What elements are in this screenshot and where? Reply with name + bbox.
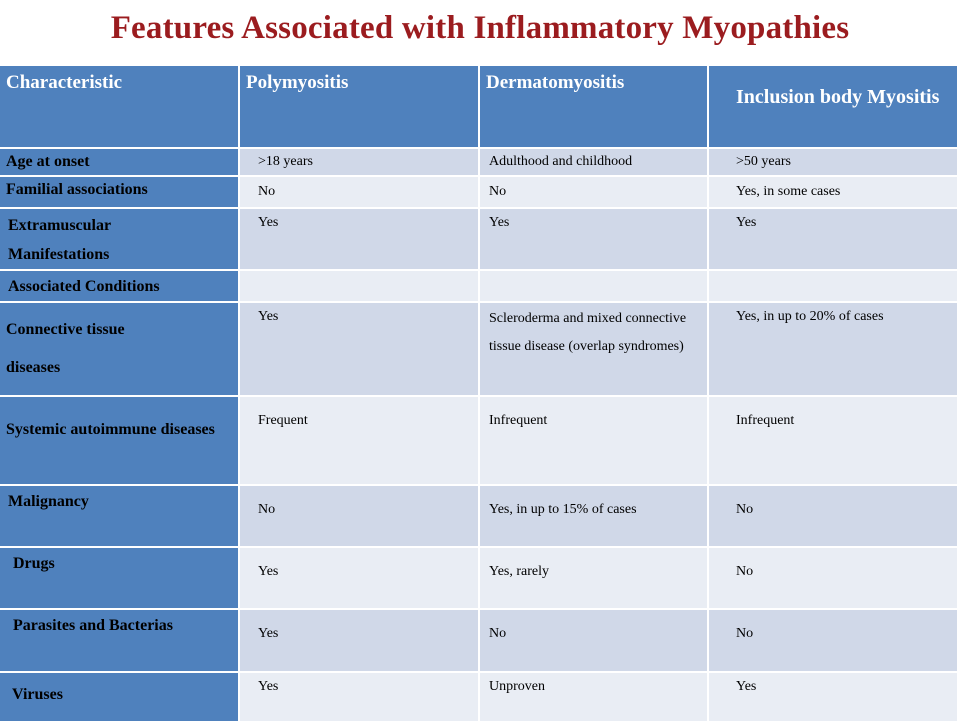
cell-inclusion-body: Yes, in some cases <box>708 176 958 208</box>
row-label: Extramuscular Manifestations <box>0 208 239 270</box>
row-label: Parasites and Bacterias <box>0 609 239 672</box>
cell-polymyositis: Yes <box>239 672 479 722</box>
header-polymyositis: Polymyositis <box>239 66 479 148</box>
row-label: Viruses <box>0 672 239 722</box>
cell-inclusion-body: Yes, in up to 20% of cases <box>708 302 958 396</box>
cell-dermatomyositis: Yes <box>479 208 708 270</box>
myopathies-table <box>0 66 959 723</box>
table-row <box>0 547 958 609</box>
row-label: Malignancy <box>0 485 239 547</box>
cell-inclusion-body <box>708 270 958 302</box>
table-row <box>0 148 958 176</box>
cell-inclusion-body: Infrequent <box>708 396 958 485</box>
row-label: Associated Conditions <box>0 270 239 302</box>
cell-dermatomyositis: Scleroderma and mixed connective tissue disease (overlap syndromes) <box>479 302 708 396</box>
cell-polymyositis: Frequent <box>239 396 479 485</box>
cell-polymyositis: No <box>239 176 479 208</box>
cell-polymyositis: Yes <box>239 302 479 396</box>
cell-dermatomyositis: No <box>479 176 708 208</box>
cell-dermatomyositis: Yes, in up to 15% of cases <box>479 485 708 547</box>
cell-inclusion-body: Yes <box>708 208 958 270</box>
table-header-row <box>0 66 958 148</box>
row-label: Connective tissue diseases <box>0 302 239 396</box>
cell-polymyositis: >18 years <box>239 148 479 176</box>
cell-dermatomyositis: Unproven <box>479 672 708 722</box>
cell-dermatomyositis: Infrequent <box>479 396 708 485</box>
table-row <box>0 609 958 672</box>
cell-polymyositis: Yes <box>239 609 479 672</box>
row-label: Age at onset <box>0 148 239 176</box>
cell-inclusion-body: No <box>708 609 958 672</box>
table-row <box>0 672 958 722</box>
cell-inclusion-body: Yes <box>708 672 958 722</box>
row-label: Drugs <box>0 547 239 609</box>
cell-dermatomyositis: Yes, rarely <box>479 547 708 609</box>
table-row <box>0 485 958 547</box>
cell-inclusion-body: No <box>708 547 958 609</box>
cell-inclusion-body: >50 years <box>708 148 958 176</box>
page-title: Features Associated with Inflammatory Myopathies <box>110 10 850 46</box>
table-row <box>0 396 958 485</box>
cell-dermatomyositis: No <box>479 609 708 672</box>
header-characteristic: Characteristic <box>0 66 239 148</box>
cell-dermatomyositis <box>479 270 708 302</box>
table-row <box>0 208 958 270</box>
table-row <box>0 302 958 396</box>
table-row <box>0 176 958 208</box>
cell-inclusion-body: No <box>708 485 958 547</box>
row-label: Familial associations <box>0 176 239 208</box>
cell-polymyositis: Yes <box>239 547 479 609</box>
cell-dermatomyositis: Adulthood and childhood <box>479 148 708 176</box>
row-label: Systemic autoimmune diseases <box>0 396 239 485</box>
header-dermatomyositis: Dermatomyositis <box>479 66 708 148</box>
cell-polymyositis: No <box>239 485 479 547</box>
header-inclusion-body-myositis: Inclusion body Myositis <box>708 66 958 148</box>
table-row <box>0 270 958 302</box>
cell-polymyositis: Yes <box>239 208 479 270</box>
cell-polymyositis <box>239 270 479 302</box>
